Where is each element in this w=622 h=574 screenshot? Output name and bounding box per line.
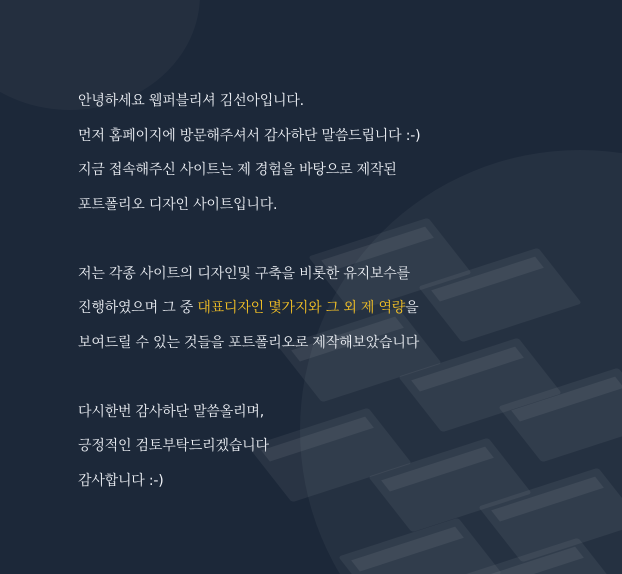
text-line: 다시한번 감사하단 말씀올리며, — [78, 403, 264, 420]
intro-message — [78, 84, 598, 533]
closing-paragraph — [78, 395, 598, 499]
text-line: 포트폴리오 디자인 사이트입니다. — [78, 196, 278, 213]
text-segment: 진행하였으며 그 중 — [78, 300, 198, 316]
text-segment: 을 — [405, 300, 419, 316]
text-line: 지금 접속해주신 사이트는 제 경험을 바탕으로 제작된 — [78, 162, 397, 178]
highlight-text: 대표디자인 몇가지와 그 외 제 역량 — [197, 300, 406, 316]
greeting-paragraph — [78, 84, 598, 222]
text-line: 저는 각종 사이트의 디자인및 구축을 비롯한 유지보수를 — [78, 265, 410, 282]
text-line-with-highlight — [78, 291, 598, 326]
skills-paragraph — [78, 257, 598, 361]
text-line: 긍정적인 검토부탁드리겠습니다 — [78, 438, 269, 454]
text-line: 감사합니다 :-) — [78, 472, 164, 489]
text-line: 보여드릴 수 있는 것들을 포트폴리오로 제작해보았습니다 — [78, 334, 420, 351]
text-line: 먼저 홈페이지에 방문해주셔서 감사하단 말씀드립니다 :-) — [78, 127, 421, 144]
text-line: 안녕하세요 웹퍼블리셔 김선아입니다. — [78, 93, 304, 109]
